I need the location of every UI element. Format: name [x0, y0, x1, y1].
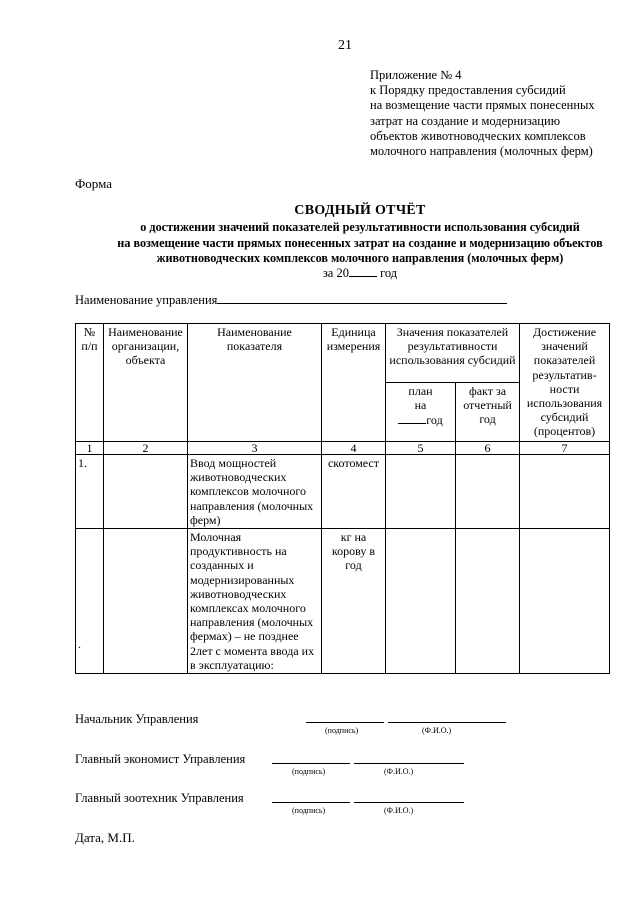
appendix-line: объектов животноводческих комплексов: [370, 128, 586, 143]
appendix-line: к Порядку предоставления субсидий: [370, 83, 566, 98]
signature-title: Главный экономист Управления: [75, 752, 246, 766]
row-fact-cell[interactable]: [456, 529, 520, 674]
row-unit: кг на корову в год: [322, 529, 386, 674]
management-field: [75, 293, 507, 308]
row-num: 1.: [76, 455, 104, 529]
header-fact: факт за отчетный год: [456, 383, 520, 442]
appendix-line: на возмещение части прямых понесенных: [370, 98, 595, 113]
row-org-cell[interactable]: [104, 529, 188, 674]
col-number: 3: [188, 442, 322, 455]
plan-top: план: [408, 384, 433, 398]
signature-title: Главный зоотехник Управления: [75, 791, 244, 805]
col-number: 4: [322, 442, 386, 455]
header-unit: Единица измерения: [322, 324, 386, 442]
plan-bottom: год: [426, 413, 443, 428]
row-indicator: Ввод мощностей животноводческих комплексов молочного направления (молочных ферм): [188, 455, 322, 529]
header-achievement: Достижение значений показателей результатив-ности использования субсидий (процентов): [520, 324, 610, 442]
col-number: 5: [386, 442, 456, 455]
header-row: [76, 324, 610, 383]
name-line[interactable]: [388, 722, 506, 723]
name-caption: (Ф.И.О.): [384, 767, 414, 776]
row-org-cell[interactable]: [104, 455, 188, 529]
plan-bottom-line: [388, 412, 453, 427]
header-plan: [386, 383, 456, 442]
col-number: 2: [104, 442, 188, 455]
subtitle-line: животноводческих комплексов молочного направления (молочных ферм): [156, 251, 564, 265]
appendix-line: молочного направления (молочных ферм): [370, 144, 593, 159]
row-achievement-cell[interactable]: [520, 529, 610, 674]
signature-line[interactable]: [306, 722, 384, 723]
row-plan-cell[interactable]: [386, 455, 456, 529]
report-period: [0, 266, 640, 281]
period-prefix: за 20: [322, 266, 349, 280]
row-achievement-cell[interactable]: [520, 455, 610, 529]
row-unit: скотомест: [322, 455, 386, 529]
period-suffix: год: [380, 266, 398, 280]
row-fact-cell[interactable]: [456, 455, 520, 529]
year-blank[interactable]: [349, 276, 377, 277]
appendix-note: [370, 68, 595, 159]
signature-caption: (подпись): [325, 726, 359, 735]
report-title: СВОДНЫЙ ОТЧЁТ: [294, 203, 426, 218]
appendix-line: Приложение № 4: [370, 68, 462, 82]
subtitle-line: о достижении значений показателей результативности использования субсидий: [140, 220, 580, 234]
row-num: .: [76, 529, 104, 674]
table-row: [76, 455, 610, 529]
header-num: № п/п: [76, 324, 104, 442]
plan-year-blank[interactable]: [398, 412, 426, 424]
report-subtitle: [0, 220, 640, 267]
header-values: Значения показателей результативности использования субсидий: [386, 324, 520, 383]
page-number: 21: [338, 38, 352, 53]
signature-caption: (подпись): [292, 806, 326, 815]
table-row: [76, 529, 610, 674]
row-plan-cell[interactable]: [386, 529, 456, 674]
report-table: [75, 323, 610, 674]
appendix-line: затрат на создание и модернизацию: [370, 113, 561, 128]
col-number: 6: [456, 442, 520, 455]
col-number: 7: [520, 442, 610, 455]
name-line[interactable]: [354, 763, 464, 764]
name-caption: (Ф.И.О.): [422, 726, 452, 735]
name-line[interactable]: [354, 802, 464, 803]
plan-mid: на: [414, 398, 427, 413]
col-number: 1: [76, 442, 104, 455]
row-indicator: Молочная продуктивность на созданных и модернизированных животноводческих комплексах молочного направления (молочных фермах) – не позднее 2лет с момента ввода их в эксплуатацию:: [188, 529, 322, 674]
signature-caption: (подпись): [292, 767, 326, 776]
signature-title: Начальник Управления: [75, 712, 199, 726]
subtitle-line: на возмещение части прямых понесенных затрат на создание и модернизацию объектов: [117, 235, 603, 250]
form-label: Форма: [75, 176, 112, 191]
management-label: Наименование управления: [75, 293, 218, 307]
management-blank[interactable]: [217, 303, 507, 304]
date-label: Дата, М.П.: [75, 830, 135, 845]
name-caption: (Ф.И.О.): [384, 806, 414, 815]
column-numbers-row: [76, 442, 610, 455]
signature-line[interactable]: [272, 802, 350, 803]
signature-line[interactable]: [272, 763, 350, 764]
header-indicator: Наименование показателя: [188, 324, 322, 442]
header-org: Наименование организации, объекта: [104, 324, 188, 442]
